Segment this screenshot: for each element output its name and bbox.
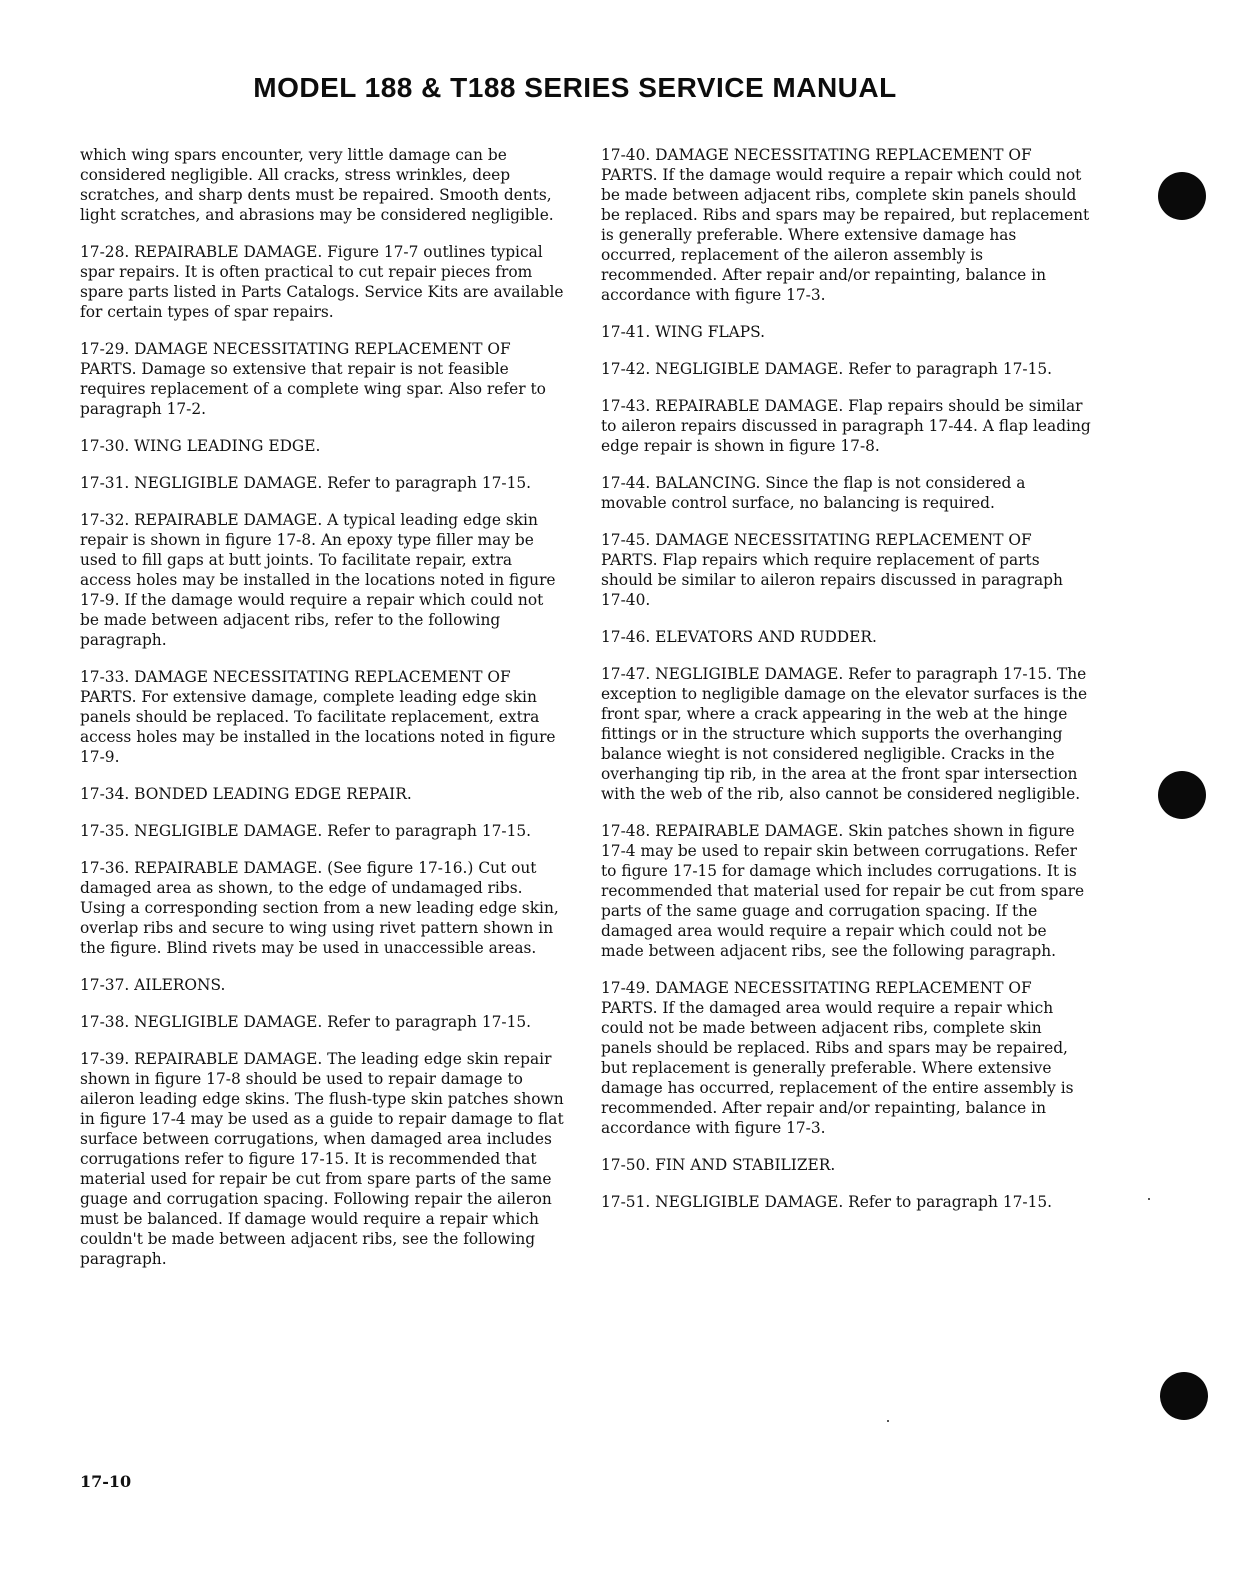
paragraph-17-51: 17-51. NEGLIGIBLE DAMAGE. Refer to paragraph 17-15. <box>601 1193 1053 1211</box>
paragraph-17-29: 17-29. DAMAGE NECESSITATING REPLACEMENT OF PARTS. Damage so extensive that repair is not feasible requires replacement of a complete wing spar. Also refer to paragraph 17-2. <box>80 340 546 418</box>
paragraph-17-32: 17-32. REPAIRABLE DAMAGE. A typical leading edge skin repair is shown in figure 17-8. An epoxy type filler may be used to fill gaps at butt joints. To facilitate repair, extra access holes may be installed in the locations noted in figure 17-9. If the damage would require a repair which could not be made between adjacent ribs, refer to the following paragraph. <box>80 511 556 649</box>
paragraph-17-43: 17-43. REPAIRABLE DAMAGE. Flap repairs should be similar to aileron repairs discussed in paragraph 17-44. A flap leading edge repair is shown in figure 17-8. <box>601 397 1091 455</box>
paragraph-17-49: 17-49. DAMAGE NECESSITATING REPLACEMENT OF PARTS. If the damaged area would require a repair which could not be made between adjacent ribs, complete skin panels should be replaced. Ribs and spars may be repaired, but replacement is generally preferable. Where extensive damage has occurred, replacement of the entire assembly is recommended. After repair and/or repainting, balance in accordance with figure 17-3. <box>601 979 1074 1137</box>
paragraph-17-39: 17-39. REPAIRABLE DAMAGE. The leading edge skin repair shown in figure 17-8 should be used to repair damage to aileron leading edge skins. The flush-type skin patches shown in figure 17-4 may be used as a guide to repair damage to flat surface between corrugations, when damaged area includes corrugations refer to figure 17-15. It is recommended that material used for repair be cut from spare parts of the same guage and corrugation spacing. Following repair the aileron must be balanced. If damage would require a repair which couldn't be made between adjacent ribs, see the following paragraph. <box>80 1050 564 1268</box>
paragraph-17-42: 17-42. NEGLIGIBLE DAMAGE. Refer to paragraph 17-15. <box>601 360 1053 378</box>
paragraph-17-48: 17-48. REPAIRABLE DAMAGE. Skin patches shown in figure 17-4 may be used to repair skin between corrugations. Refer to figure 17-15 for damage which includes corrugations. It is recommended that material used for repair be cut from spare parts of the same guage and corrugation spacing. If the damaged area would require a repair which could not be made between adjacent ribs, see the following paragraph. <box>601 822 1085 960</box>
scan-speck <box>887 1420 889 1422</box>
left-column <box>80 145 565 1286</box>
scan-speck <box>1148 1198 1150 1200</box>
binder-hole <box>1158 771 1206 819</box>
page-number: 17-10 <box>80 1472 132 1491</box>
paragraph-17-40: 17-40. DAMAGE NECESSITATING REPLACEMENT OF PARTS. If the damage would require a repair which could not be made between adjacent ribs, complete skin panels should be replaced. Ribs and spars may be repaired, but replacement is generally preferable. Where extensive damage has occurred, replacement of the aileron assembly is recommended. After repair and/or repainting, balance in accordance with figure 17-3. <box>601 146 1090 304</box>
paragraph-17-44: 17-44. BALANCING. Since the flap is not considered a movable control surface, no balancing is required. <box>601 474 1026 512</box>
paragraph-17-31: 17-31. NEGLIGIBLE DAMAGE. Refer to paragraph 17-15. <box>80 474 532 492</box>
section-heading-wing-flaps: 17-41. WING FLAPS. <box>601 323 765 341</box>
section-heading-wing-leading-edge: 17-30. WING LEADING EDGE. <box>80 437 321 455</box>
binder-hole <box>1160 1372 1208 1420</box>
paragraph-17-38: 17-38. NEGLIGIBLE DAMAGE. Refer to paragraph 17-15. <box>80 1013 532 1031</box>
paragraph-17-47: 17-47. NEGLIGIBLE DAMAGE. Refer to paragraph 17-15. The exception to negligible damage on the elevator surfaces is the front spar, where a crack appearing in the web at the hinge fittings or in the structure which supports the overhanging balance wieght is not considered negligible. Cracks in the overhanging tip rib, in the area at the front spar intersection with the web of the rib, also cannot be considered negligible. <box>601 665 1088 803</box>
right-column <box>601 145 1091 1229</box>
paragraph: which wing spars encounter, very little damage can be considered negligible. All cracks, stress wrinkles, deep scratches, and sharp dents must be repaired. Smooth dents, light scratches, and abrasions may be considered negligible. <box>80 146 554 224</box>
paragraph-17-33: 17-33. DAMAGE NECESSITATING REPLACEMENT OF PARTS. For extensive damage, complete leading edge skin panels should be replaced. To facilitate replacement, extra access holes may be installed in the locations noted in figure 17-9. <box>80 668 556 766</box>
page-title: MODEL 188 & T188 SERIES SERVICE MANUAL <box>253 72 897 103</box>
section-heading-fin-stabilizer: 17-50. FIN AND STABILIZER. <box>601 1156 836 1174</box>
paragraph-17-36: 17-36. REPAIRABLE DAMAGE. (See figure 17-16.) Cut out damaged area as shown, to the edge of undamaged ribs. Using a corresponding section from a new leading edge skin, overlap ribs and secure to wing using rivet pattern shown in the figure. Blind rivets may be used in unaccessible areas. <box>80 859 559 957</box>
paragraph-17-28: 17-28. REPAIRABLE DAMAGE. Figure 17-7 outlines typical spar repairs. It is often practical to cut repair pieces from spare parts listed in Parts Catalogs. Service Kits are available for certain types of spar repairs. <box>80 243 564 321</box>
section-heading-elevators-rudder: 17-46. ELEVATORS AND RUDDER. <box>601 628 877 646</box>
paragraph-17-35: 17-35. NEGLIGIBLE DAMAGE. Refer to paragraph 17-15. <box>80 822 532 840</box>
paragraph-17-45: 17-45. DAMAGE NECESSITATING REPLACEMENT OF PARTS. Flap repairs which require replacement of parts should be similar to aileron repairs discussed in paragraph 17-40. <box>601 531 1063 609</box>
binder-hole <box>1158 172 1206 220</box>
section-heading-ailerons: 17-37. AILERONS. <box>80 976 226 994</box>
section-heading-bonded-leading-edge: 17-34. BONDED LEADING EDGE REPAIR. <box>80 785 412 803</box>
